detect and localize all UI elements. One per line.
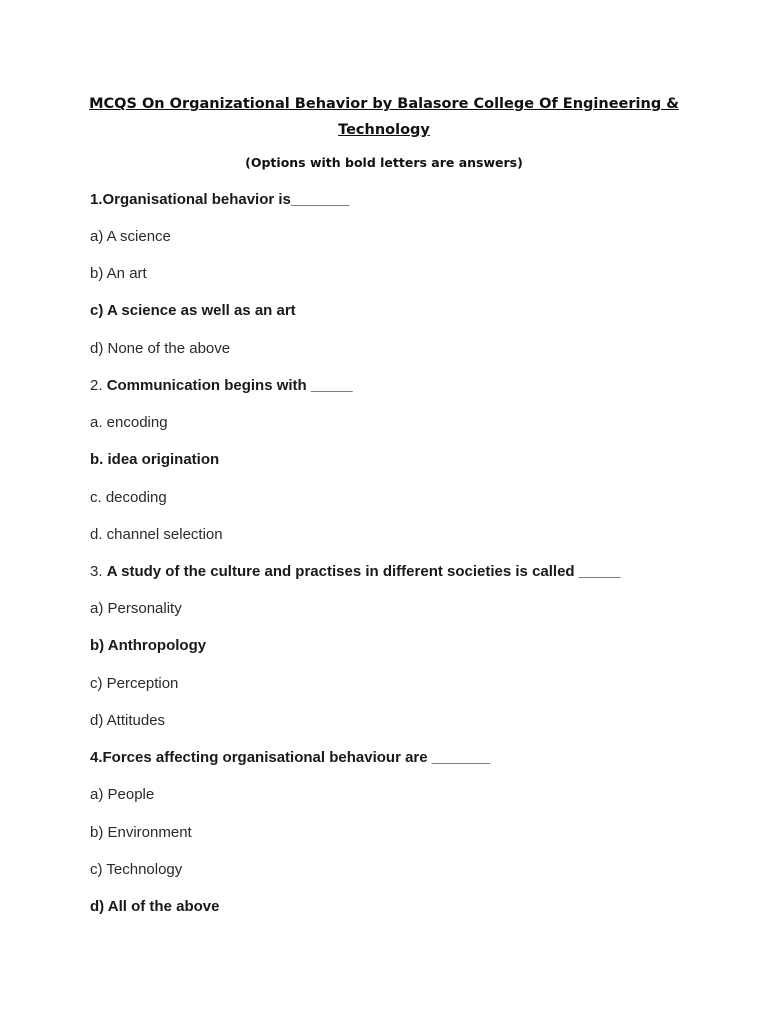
question-2-option-b: b. idea origination	[90, 451, 220, 468]
document-title-line-2: Technology	[338, 122, 430, 138]
question-4-option-d: d) All of the above	[90, 898, 220, 915]
document-title-line-1: MCQS On Organizational Behavior by Balasore College Of Engineering &	[89, 96, 679, 112]
question-2-option-d: d. channel selection	[90, 526, 223, 543]
question-4-option-b: b) Environment	[90, 824, 192, 841]
question-3-option-b: b) Anthropology	[90, 637, 207, 654]
question-1-option-b: b) An art	[90, 265, 147, 282]
question-2	[90, 378, 353, 393]
question-4-text: 4.Forces affecting organisational behaviour are _______	[90, 749, 491, 766]
question-4	[90, 750, 490, 765]
question-1-text: 1.Organisational behavior is_______	[90, 191, 350, 208]
question-1-option-c: c) A science as well as an art	[90, 302, 296, 319]
question-3-option-c: c) Perception	[90, 675, 179, 692]
question-1	[90, 192, 349, 207]
document-subtitle: (Options with bold letters are answers)	[245, 155, 523, 170]
question-1-option-a: a) A science	[90, 228, 171, 245]
question-2-text: Communication begins with _____	[106, 377, 353, 394]
question-1-option-d: d) None of the above	[90, 340, 231, 357]
question-2-option-a: a. encoding	[90, 414, 168, 431]
question-3-prefix: 3.	[90, 563, 107, 580]
question-3-text: A study of the culture and practises in different societies is called _____	[106, 563, 621, 580]
question-3-option-d: d) Attitudes	[90, 712, 166, 729]
question-4-option-a: a) People	[90, 786, 155, 803]
question-2-prefix: 2.	[90, 377, 107, 394]
question-4-option-c: c) Technology	[90, 861, 183, 878]
question-2-option-c: c. decoding	[90, 489, 167, 506]
question-3	[90, 564, 620, 579]
question-3-option-a: a) Personality	[90, 600, 182, 617]
